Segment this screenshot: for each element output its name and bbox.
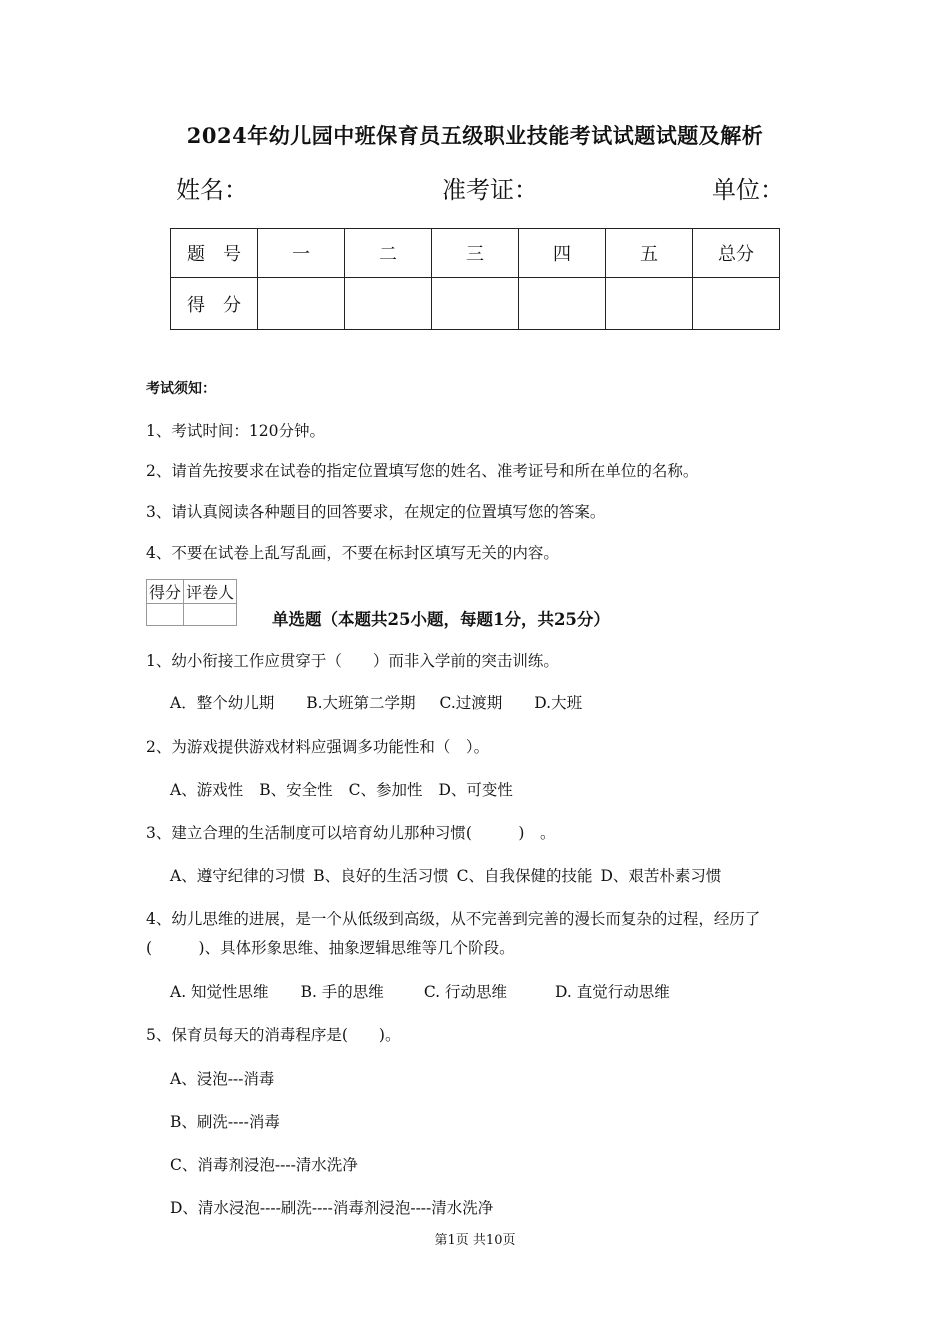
unit-label: 单位： <box>712 176 784 204</box>
option-a[interactable]: A、浸泡---消毒 <box>170 1070 275 1088</box>
question-4-options <box>170 980 670 1002</box>
option-a[interactable]: A．整个幼儿期 <box>170 694 275 712</box>
score-cell[interactable] <box>258 278 345 330</box>
question-1-options <box>170 691 582 713</box>
notice-item: 3、请认真阅读各种题目的回答要求，在规定的位置填写您的答案。 <box>146 503 606 521</box>
option-b[interactable]: B、刷洗----消毒 <box>170 1113 280 1131</box>
option-a[interactable]: A. 知觉性思维 <box>170 983 269 1001</box>
option-c[interactable]: C、自我保健的技能 <box>456 867 593 885</box>
option-d[interactable]: D、艰苦朴素习惯 <box>600 867 722 885</box>
page-footer: 第1页 共10页 <box>434 1233 516 1248</box>
option-d[interactable]: D、清水浸泡----刷洗----消毒剂浸泡----清水洗净 <box>170 1199 494 1217</box>
score-cell[interactable] <box>519 278 606 330</box>
question-4-line-1: 4、幼儿思维的进展，是一个从低级到高级，从不完善到完善的漫长而复杂的过程，经历了 <box>146 910 761 928</box>
option-a[interactable]: A、游戏性 <box>170 781 244 799</box>
option-b[interactable]: B、良好的生活习惯 <box>313 867 449 885</box>
option-a[interactable]: A、遵守纪律的习惯 <box>170 867 306 885</box>
notice-heading: 考试须知： <box>146 381 216 397</box>
option-b[interactable]: B. 手的思维 <box>300 983 384 1001</box>
grader-name-label: 评卷人 <box>184 580 237 604</box>
score-header-3: 三 <box>432 229 519 278</box>
grader-score-cell[interactable] <box>147 604 184 626</box>
score-cell[interactable] <box>606 278 693 330</box>
score-header-total: 总分 <box>693 229 780 278</box>
option-c[interactable]: C、消毒剂浸泡----清水洗净 <box>170 1156 358 1174</box>
grader-score-label: 得分 <box>147 580 184 604</box>
grader-name-cell[interactable] <box>184 604 237 626</box>
score-cell[interactable] <box>432 278 519 330</box>
question-3: 3、建立合理的生活制度可以培育幼儿那种习惯( ) 。 <box>146 824 556 842</box>
option-b[interactable]: B.大班第二学期 <box>306 694 416 712</box>
question-5: 5、保育员每天的消毒程序是( )。 <box>146 1026 401 1044</box>
question-3-options <box>170 864 721 886</box>
option-c[interactable]: C. 行动思维 <box>423 983 507 1001</box>
score-row-label: 得 分 <box>171 278 258 330</box>
grader-box <box>146 579 237 626</box>
score-header-2: 二 <box>345 229 432 278</box>
option-d[interactable]: D.大班 <box>534 694 583 712</box>
option-d[interactable]: D、可变性 <box>438 781 513 799</box>
notice-item: 4、不要在试卷上乱写乱画，不要在标封区填写无关的内容。 <box>146 544 559 562</box>
score-cell[interactable] <box>693 278 780 330</box>
question-2: 2、为游戏提供游戏材料应强调多功能性和（ ）。 <box>146 738 490 756</box>
option-b[interactable]: B、安全性 <box>259 781 333 799</box>
option-c[interactable]: C、参加性 <box>348 781 423 799</box>
option-d[interactable]: D. 直觉行动思维 <box>554 983 670 1001</box>
score-header-5: 五 <box>606 229 693 278</box>
score-header-1: 一 <box>258 229 345 278</box>
question-1: 1、幼小衔接工作应贯穿于（ ）而非入学前的突击训练。 <box>146 652 559 670</box>
exam-id-label: 准考证： <box>442 176 538 204</box>
score-header-4: 四 <box>519 229 606 278</box>
page-title: 2024年幼儿园中班保育员五级职业技能考试试题试题及解析 <box>186 123 764 148</box>
name-label: 姓名： <box>176 176 248 204</box>
section-title: 单选题（本题共25小题，每题1分，共25分） <box>272 610 610 629</box>
option-c[interactable]: C.过渡期 <box>439 694 503 712</box>
score-table <box>170 228 780 330</box>
question-2-options <box>170 778 513 800</box>
notice-item: 2、请首先按要求在试卷的指定位置填写您的姓名、准考证号和所在单位的名称。 <box>146 462 699 480</box>
score-cell[interactable] <box>345 278 432 330</box>
question-4-line-2: ( )、具体形象思维、抽象逻辑思维等几个阶段。 <box>146 939 515 957</box>
notice-item: 1、考试时间：120分钟。 <box>146 422 325 440</box>
score-header-label: 题 号 <box>171 229 258 278</box>
